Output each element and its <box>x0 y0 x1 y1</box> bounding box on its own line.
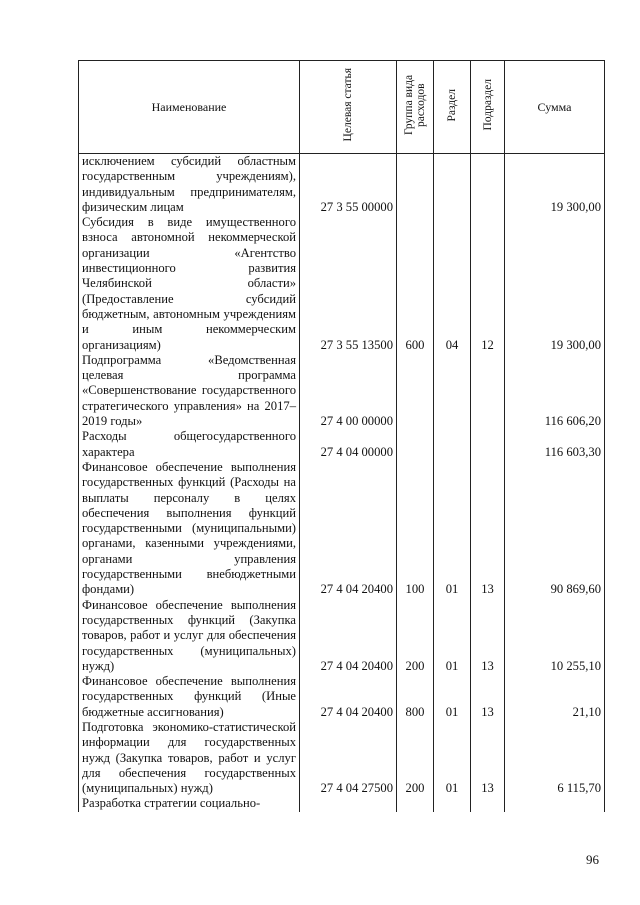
table-row <box>79 460 605 598</box>
row-target: 27 4 04 20400 <box>300 674 397 720</box>
row-subsection: 13 <box>471 674 505 720</box>
row-subsection: 13 <box>471 460 505 598</box>
row-name: исключением субсидий областным государственным учреждениям), индивидуальным предпринимателям, физическим лицам <box>79 154 300 216</box>
row-name: Субсидия в виде имущественного взноса автономной некоммерческой организации «Агентство инвестиционного развития Челябинской области» (Предоставление субсидий бюджетным, автономным учреждениям и иным некоммерческим организациям) <box>79 215 300 353</box>
row-amount: 19 300,00 <box>505 154 605 216</box>
header-group: Группа вида расходов <box>397 61 434 154</box>
row-target: 27 3 55 00000 <box>300 154 397 216</box>
row-target: 27 4 04 00000 <box>300 429 397 460</box>
header-target: Целевая статья <box>300 61 397 154</box>
row-name: Разработка стратегии социально- <box>79 796 300 811</box>
row-section: 01 <box>434 720 471 796</box>
row-amount <box>505 796 605 811</box>
row-group <box>397 796 434 811</box>
row-target: 27 4 04 20400 <box>300 598 397 674</box>
row-group <box>397 429 434 460</box>
row-amount: 90 869,60 <box>505 460 605 598</box>
row-group: 600 <box>397 215 434 353</box>
row-group <box>397 353 434 429</box>
row-name: Подготовка экономико-статистической информации для государственных нужд (Закупка товаров, работ и услуг для обеспечения государственных (муниципальных) нужд) <box>79 720 300 796</box>
row-amount: 10 255,10 <box>505 598 605 674</box>
row-name: Финансовое обеспечение выполнения государственных функций (Иные бюджетные ассигнования) <box>79 674 300 720</box>
row-subsection <box>471 796 505 811</box>
row-group: 200 <box>397 598 434 674</box>
row-group <box>397 154 434 216</box>
row-name: Подпрограмма «Ведомственная целевая программа «Совершенствование государственного стратегического управления» на 2017–2019 годы» <box>79 353 300 429</box>
row-section <box>434 154 471 216</box>
row-subsection: 13 <box>471 598 505 674</box>
header-subsection: Подраздел <box>471 61 505 154</box>
row-section: 04 <box>434 215 471 353</box>
row-group: 100 <box>397 460 434 598</box>
row-section: 01 <box>434 674 471 720</box>
row-group: 800 <box>397 674 434 720</box>
row-target: 27 4 04 27500 <box>300 720 397 796</box>
table-header-row <box>79 61 605 154</box>
row-target <box>300 796 397 811</box>
row-section: 01 <box>434 460 471 598</box>
row-amount: 21,10 <box>505 674 605 720</box>
row-amount: 116 606,20 <box>505 353 605 429</box>
row-subsection <box>471 353 505 429</box>
table-row <box>79 215 605 353</box>
row-amount: 116 603,30 <box>505 429 605 460</box>
row-section <box>434 353 471 429</box>
table-row <box>79 598 605 674</box>
table-row <box>79 720 605 796</box>
row-subsection <box>471 429 505 460</box>
row-target: 27 3 55 13500 <box>300 215 397 353</box>
row-section <box>434 429 471 460</box>
row-subsection: 12 <box>471 215 505 353</box>
row-section <box>434 796 471 811</box>
table-row <box>79 154 605 216</box>
row-name: Финансовое обеспечение выполнения государственных функций (Закупка товаров, работ и услуг для обеспечения государственных (муниципальных) нужд) <box>79 598 300 674</box>
row-target: 27 4 04 20400 <box>300 460 397 598</box>
header-name: Наименование <box>79 61 300 154</box>
table-row <box>79 429 605 460</box>
budget-table <box>78 60 605 812</box>
row-subsection <box>471 154 505 216</box>
row-name: Расходы общегосударственного характера <box>79 429 300 460</box>
row-name: Финансовое обеспечение выполнения государственных функций (Расходы на выплаты персоналу в целях обеспечения выполнения функций государственными (муниципальными) органами, казенными учреждениями, органами управления государственными внебюджетными фондами) <box>79 460 300 598</box>
row-target: 27 4 00 00000 <box>300 353 397 429</box>
row-amount: 19 300,00 <box>505 215 605 353</box>
row-subsection: 13 <box>471 720 505 796</box>
row-amount: 6 115,70 <box>505 720 605 796</box>
header-amount: Сумма <box>505 61 605 154</box>
row-group: 200 <box>397 720 434 796</box>
table-row <box>79 796 605 811</box>
table-row <box>79 353 605 429</box>
header-section: Раздел <box>434 61 471 154</box>
table-row <box>79 674 605 720</box>
row-section: 01 <box>434 598 471 674</box>
page-number: 96 <box>586 852 599 867</box>
